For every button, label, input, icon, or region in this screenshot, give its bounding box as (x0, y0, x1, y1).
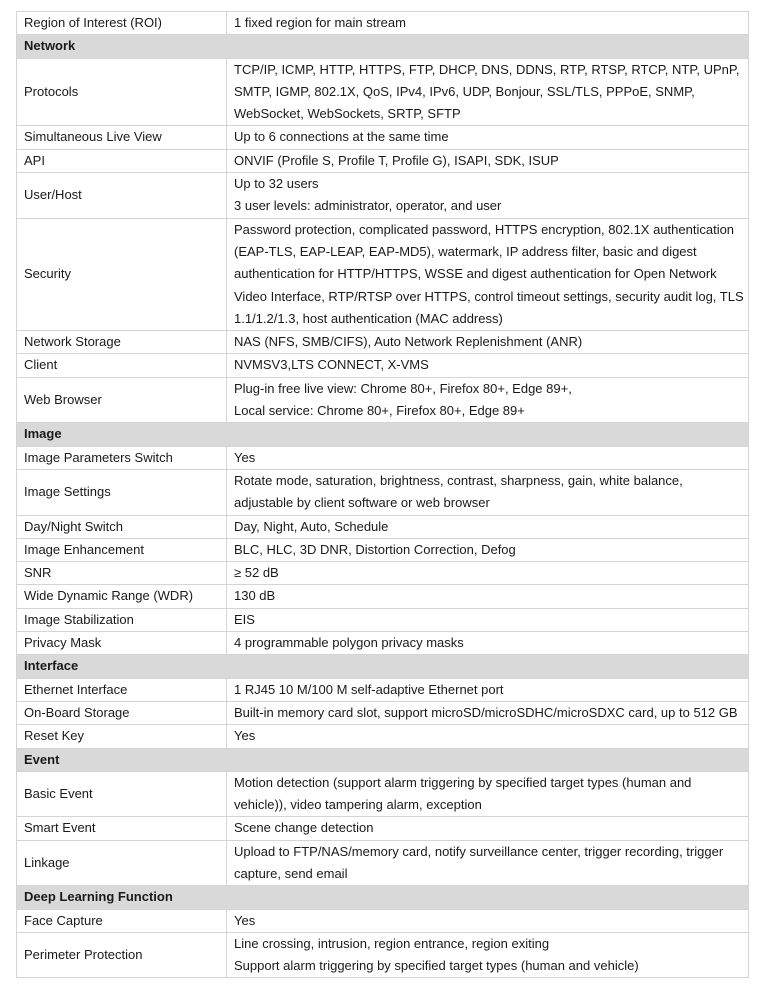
spec-value-line: 130 dB (234, 588, 276, 604)
spec-value-line: vehicle)), video tampering alarm, exception (234, 797, 482, 813)
spec-label: Network Storage (17, 331, 227, 354)
spec-value-line: SMTP, IGMP, 802.1X, QoS, IPv4, IPv6, UDP, Bonjour, SSL/TLS, PPPoE, SNMP, (234, 83, 695, 99)
spec-row (17, 126, 749, 149)
spec-value-line: Scene change detection (234, 820, 374, 836)
spec-label: User/Host (17, 173, 227, 219)
spec-label: Client (17, 354, 227, 377)
spec-row (17, 678, 749, 701)
spec-label: Linkage (17, 840, 227, 886)
spec-value-line: Yes (234, 449, 256, 465)
spec-value (227, 678, 749, 701)
spec-value-line: NVMSV3,LTS CONNECT, X-VMS (234, 357, 429, 373)
spec-value (227, 126, 749, 149)
spec-value-line: Support alarm triggering by specified target types (human and vehicle) (234, 958, 639, 974)
spec-value-line: Yes (234, 912, 256, 928)
spec-label: Privacy Mask (17, 632, 227, 655)
spec-value-line: 1 fixed region for main stream (234, 15, 406, 30)
spec-row (17, 354, 749, 377)
spec-value-line: EIS (234, 611, 255, 627)
spec-row (17, 469, 749, 515)
section-header-row (17, 748, 749, 771)
spec-value-line: 3 user levels: administrator, operator, and user (234, 198, 502, 214)
spec-label: Simultaneous Live View (17, 126, 227, 149)
spec-value-line: Plug-in free live view: Chrome 80+, Firefox 80+, Edge 89+, (234, 380, 572, 396)
spec-label: Image Enhancement (17, 538, 227, 561)
spec-row (17, 149, 749, 172)
spec-label: Image Parameters Switch (17, 446, 227, 469)
spec-value-line: Up to 32 users (234, 176, 319, 192)
spec-label: Basic Event (17, 771, 227, 817)
spec-row (17, 632, 749, 655)
spec-label: API (17, 149, 227, 172)
spec-label: Face Capture (17, 909, 227, 932)
spec-value-line: Up to 6 connections at the same time (234, 129, 449, 145)
spec-label: Perimeter Protection (17, 932, 227, 978)
spec-row (17, 173, 749, 219)
spec-row (17, 58, 749, 126)
spec-value (227, 562, 749, 585)
spec-row (17, 725, 749, 748)
spec-row (17, 909, 749, 932)
spec-value (227, 632, 749, 655)
spec-value-line: 1.1/1.2/1.3, host authentication (MAC address) (234, 310, 503, 326)
spec-value-line: Line crossing, intrusion, region entrance, region exiting (234, 935, 550, 951)
spec-value-line: Day, Night, Auto, Schedule (234, 518, 389, 534)
spec-value (227, 725, 749, 748)
spec-label: Smart Event (17, 817, 227, 840)
spec-value-line: capture, send email (234, 865, 348, 881)
spec-label: Ethernet Interface (17, 678, 227, 701)
spec-value (227, 515, 749, 538)
spec-label: Protocols (17, 58, 227, 126)
spec-value-line: ONVIF (Profile S, Profile T, Profile G), ISAPI, SDK, ISUP (234, 152, 559, 168)
spec-value-line: Built-in memory card slot, support microSD/microSDHC/microSDXC card, up to 512 GB (234, 704, 738, 720)
spec-value-line: 1 RJ45 10 M/100 M self-adaptive Ethernet port (234, 681, 504, 697)
spec-row (17, 377, 749, 423)
spec-table (16, 11, 749, 978)
spec-label: Region of Interest (ROI) (17, 12, 227, 35)
spec-value-line: Motion detection (support alarm triggering by specified target types (human and (234, 774, 692, 790)
spec-label: Reset Key (17, 725, 227, 748)
spec-value-line: 4 programmable polygon privacy masks (234, 635, 464, 651)
section-header-row (17, 886, 749, 909)
spec-value-line: Yes (234, 728, 256, 744)
spec-value (227, 608, 749, 631)
spec-value-line: BLC, HLC, 3D DNR, Distortion Correction, Defog (234, 541, 516, 557)
spec-value-line: (EAP-TLS, EAP-LEAP, EAP-MD5), watermark, IP address filter, basic and digest (234, 243, 697, 259)
spec-value (227, 12, 749, 35)
section-title: Network (17, 35, 749, 58)
spec-value (227, 817, 749, 840)
spec-row (17, 562, 749, 585)
spec-row (17, 538, 749, 561)
spec-value (227, 771, 749, 817)
spec-value-line: TCP/IP, ICMP, HTTP, HTTPS, FTP, DHCP, DNS, DDNS, RTP, RTSP, RTCP, NTP, UPnP, (234, 61, 740, 77)
spec-value-line: adjustable by client software or web browser (234, 495, 490, 511)
spec-value (227, 932, 749, 978)
spec-value (227, 585, 749, 608)
spec-row (17, 608, 749, 631)
spec-label: Wide Dynamic Range (WDR) (17, 585, 227, 608)
spec-row (17, 840, 749, 886)
section-header-row (17, 35, 749, 58)
spec-value (227, 218, 749, 330)
spec-label: SNR (17, 562, 227, 585)
spec-value (227, 909, 749, 932)
spec-row (17, 817, 749, 840)
spec-value-line: Video Interface, RTP/RTSP over HTTPS, control timeout settings, security audit log, TLS (234, 288, 744, 304)
section-title: Image (17, 423, 749, 446)
spec-value (227, 538, 749, 561)
spec-label: Security (17, 218, 227, 330)
spec-value (227, 446, 749, 469)
section-title: Event (17, 748, 749, 771)
spec-value-line: Local service: Chrome 80+, Firefox 80+, Edge 89+ (234, 403, 525, 419)
spec-value (227, 377, 749, 423)
section-title: Deep Learning Function (17, 886, 749, 909)
spec-value (227, 331, 749, 354)
spec-value-line: Password protection, complicated password, HTTPS encryption, 802.1X authentication (234, 221, 735, 237)
spec-row (17, 515, 749, 538)
spec-row (17, 331, 749, 354)
section-header-row (17, 423, 749, 446)
spec-value (227, 173, 749, 219)
spec-value (227, 469, 749, 515)
spec-value-line: NAS (NFS, SMB/CIFS), Auto Network Replenishment (ANR) (234, 334, 583, 350)
spec-label: Image Settings (17, 469, 227, 515)
spec-row (17, 446, 749, 469)
spec-row (17, 12, 749, 35)
spec-label: Day/Night Switch (17, 515, 227, 538)
spec-row (17, 585, 749, 608)
spec-row (17, 218, 749, 330)
spec-row (17, 932, 749, 978)
section-header-row (17, 655, 749, 678)
spec-table-body (17, 12, 749, 978)
spec-row (17, 771, 749, 817)
spec-value-line: Rotate mode, saturation, brightness, contrast, sharpness, gain, white balance, (234, 472, 683, 488)
section-title: Interface (17, 655, 749, 678)
spec-value-line: WebSocket, WebSockets, SRTP, SFTP (234, 106, 461, 122)
spec-value (227, 701, 749, 724)
spec-row (17, 701, 749, 724)
spec-value-line: authentication for HTTP/HTTPS, WSSE and digest authentication for Open Network (234, 266, 717, 282)
spec-label: On-Board Storage (17, 701, 227, 724)
spec-value (227, 149, 749, 172)
spec-value-line: ≥ 52 dB (234, 565, 279, 581)
spec-value-line: Upload to FTP/NAS/memory card, notify surveillance center, trigger recording, trigger (234, 843, 724, 859)
spec-value (227, 58, 749, 126)
spec-value (227, 354, 749, 377)
spec-label: Web Browser (17, 377, 227, 423)
spec-label: Image Stabilization (17, 608, 227, 631)
spec-value (227, 840, 749, 886)
